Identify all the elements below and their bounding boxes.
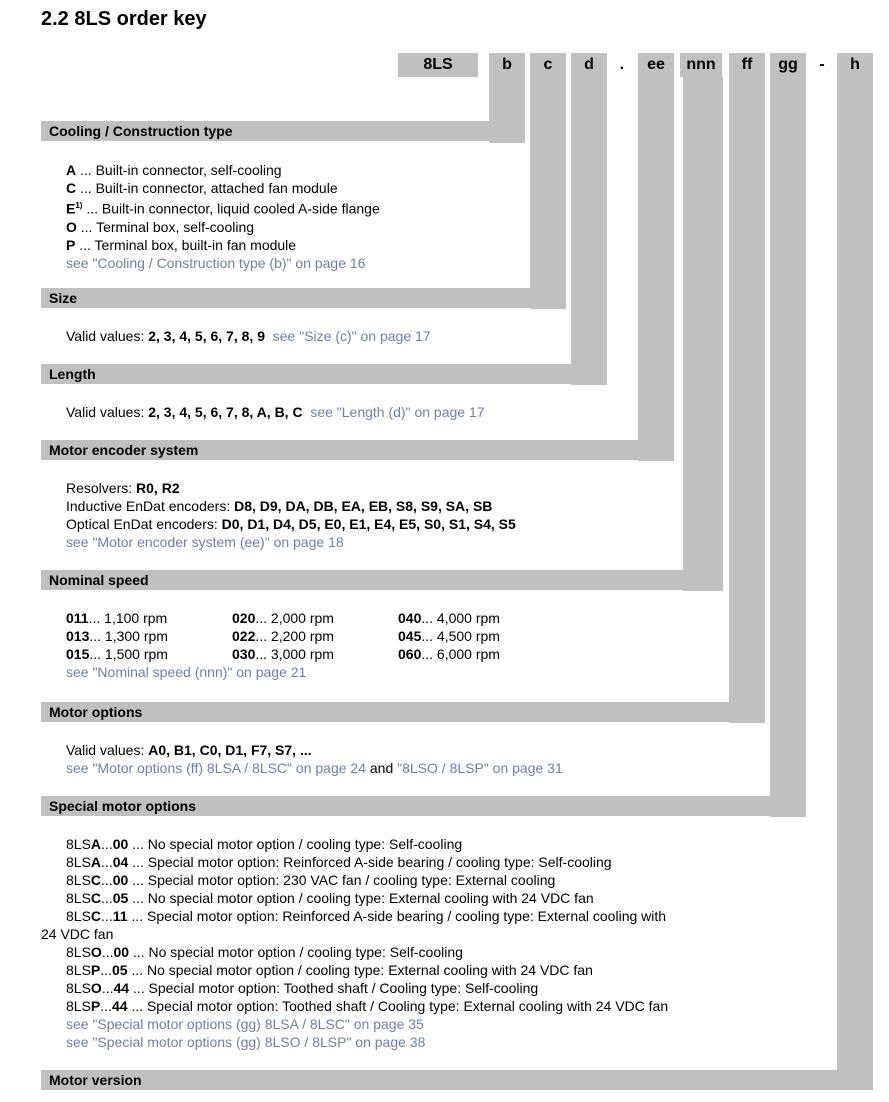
connector-ee [638, 77, 674, 461]
list-item: A ... Built-in connector, self-cooling [66, 162, 282, 178]
header-encoder: Motor encoder system [41, 440, 674, 460]
header-length: Length [41, 364, 607, 384]
list-item: O ... Terminal box, self-cooling [66, 218, 255, 235]
header-options: Motor options [41, 702, 765, 722]
special-list [41, 835, 669, 1051]
header-size: Size [41, 288, 566, 308]
key-part-gg: gg [770, 53, 806, 77]
cooling-link[interactable]: see "Cooling / Construction type (b)" on page 16 [66, 254, 366, 271]
length-link[interactable]: see "Length (d)" on page 17 [310, 404, 485, 420]
table-row: 015... 1,500 rpm 030... 3,000 rpm 060... 6,000 rpm [66, 646, 500, 662]
special-link-a[interactable]: see "Special motor options (gg) 8LSA / 8LSC" on page 35 [66, 1016, 424, 1032]
list-item: 8LSC...11 ... Special motor option: Reinforced A-side bearing / cooling type: External cooling with [66, 908, 667, 924]
list-item: P ... Terminal box, built-in fan module [66, 236, 297, 253]
speed-table [66, 609, 500, 681]
list-item: 8LSC...05 ... No special motor option / cooling type: External cooling with 24 VDC fan [66, 890, 594, 906]
key-part-c: c [530, 53, 566, 77]
key-part-h: h [837, 53, 873, 77]
list-item: 8LSO...44 ... Special motor option: Toothed shaft / Cooling type: Self-cooling [66, 980, 539, 996]
header-speed: Nominal speed [41, 570, 723, 590]
encoder-list [66, 479, 516, 551]
page-title: 2.2 8LS order key [41, 8, 207, 30]
list-item: 8LSA...04 ... Special motor option: Reinforced A-side bearing / cooling type: Self-cooling [66, 854, 612, 870]
size-link[interactable]: see "Size (c)" on page 17 [272, 328, 431, 344]
key-part-8ls: 8LS [398, 53, 478, 77]
speed-link[interactable]: see "Nominal speed (nnn)" on page 21 [66, 664, 307, 680]
encoder-link[interactable]: see "Motor encoder system (ee)" on page 18 [66, 534, 344, 550]
list-item: Optical EnDat encoders: D0, D1, D4, D5, E0, E1, E4, E5, S0, S1, S4, S5 [66, 516, 516, 532]
size-values: Valid values: 2, 3, 4, 5, 6, 7, 8, 9 see "Size (c)" on page 17 [66, 328, 431, 344]
key-part-d: d [571, 53, 607, 77]
list-item: $E^{1)}$ ... Built-in connector, liquid cooled A-side flange [66, 200, 380, 217]
list-item-wrap: 24 VDC fan [41, 926, 114, 942]
length-values: Valid values: 2, 3, 4, 5, 6, 7, 8, A, B, C see "Length (d)" on page 17 [66, 404, 485, 420]
list-item: C ... Built-in connector, attached fan module [66, 180, 338, 196]
special-link-b[interactable]: see "Special motor options (gg) 8LSO / 8LSP" on page 38 [66, 1034, 426, 1050]
list-item: 8LSO...00 ... No special motor option / cooling type: Self-cooling [66, 944, 463, 960]
key-separator-dot: . [619, 56, 625, 73]
options-link-a[interactable]: see "Motor options (ff) 8LSA / 8LSC" on page 24 [66, 760, 366, 776]
options-block: Valid values: A0, B1, C0, D1, F7, S7, ... see "Motor options (ff) 8LSA / 8LSC" on page 24 and "8LSO / 8LSP" on page 31 [66, 742, 563, 776]
key-part-ff: ff [729, 53, 765, 77]
list-item: 8LSA...00 ... No special motor option / cooling type: Self-cooling [66, 836, 463, 852]
header-version: Motor version [41, 1070, 873, 1090]
options-link-b[interactable]: "8LSO / 8LSP" on page 31 [397, 760, 563, 776]
list-item: Inductive EnDat encoders: D8, D9, DA, DB, EA, EB, S8, S9, SA, SB [66, 498, 493, 514]
connector-gg [770, 77, 806, 817]
connector-h [837, 77, 873, 1090]
key-part-ee: ee [638, 53, 674, 77]
key-part-b: b [489, 53, 525, 77]
header-cooling: Cooling / Construction type [41, 121, 525, 141]
connector-c [530, 77, 566, 309]
connector-nnn [683, 77, 723, 591]
connector-d [571, 77, 607, 385]
table-row: 013... 1,300 rpm 022... 2,200 rpm 045... 4,500 rpm [66, 628, 500, 644]
cooling-list [66, 161, 380, 272]
key-separator-dash: - [819, 56, 825, 73]
key-part-nnn: nnn [680, 53, 722, 77]
list-item: Resolvers: R0, R2 [66, 480, 180, 496]
list-item: 8LSC...00 ... Special motor option: 230 VAC fan / cooling type: External cooling [66, 872, 556, 888]
table-row: 011... 1,100 rpm 020... 2,000 rpm 040... 4,000 rpm [66, 610, 500, 626]
list-item: 8LSP...05 ... No special motor option / cooling type: External cooling with 24 VDC fan [66, 962, 593, 978]
list-item: 8LSP...44 ... Special motor option: Toothed shaft / Cooling type: External cooling with 24 VDC fan [66, 998, 669, 1014]
header-special: Special motor options [41, 796, 806, 816]
connector-ff [729, 77, 765, 723]
